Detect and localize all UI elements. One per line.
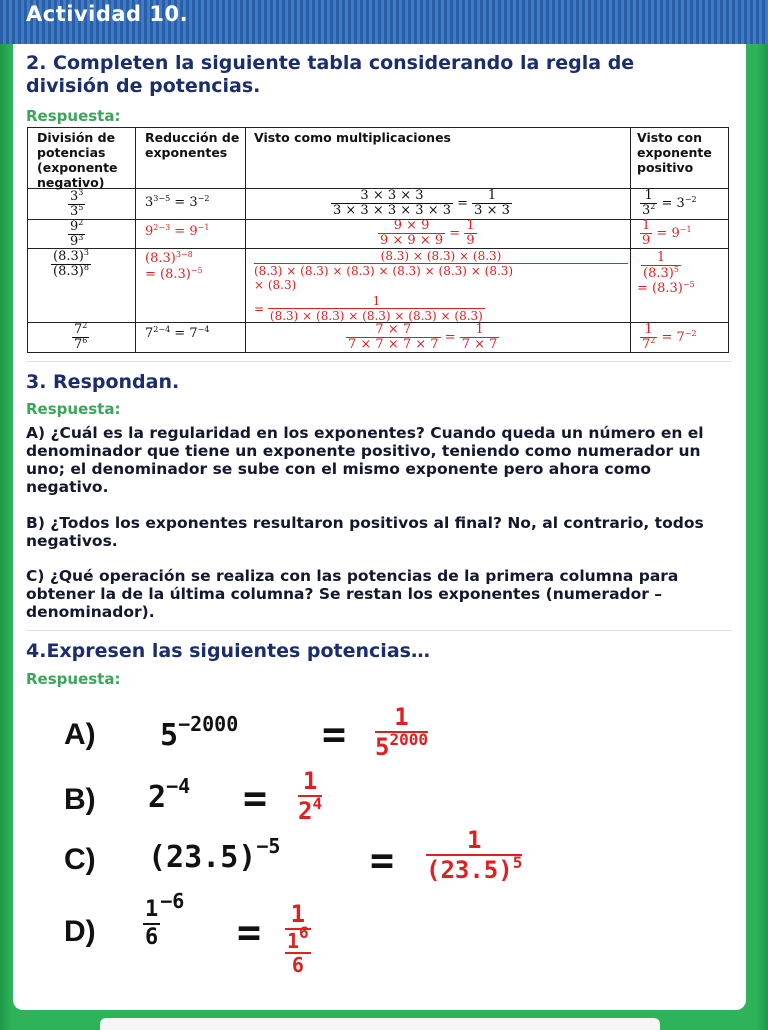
divider <box>26 630 732 631</box>
reduction-cell: $3^{3-5} = 3^{-2}$ <box>145 194 210 210</box>
exercise-d-equals: = <box>237 910 262 956</box>
answer-c: C) ¿Qué operación se realiza con las potencias de la primera columna para obtener la de la última columna? Se restan los exponentes (numerador – denominador). <box>26 567 679 621</box>
exercise-a-expression: $5^{-2000}$ <box>160 712 239 753</box>
table-col-divider <box>245 128 246 352</box>
reduction-cell: $7^{2-4} = 7^{-4}$ <box>145 325 210 341</box>
positive-cell: $\frac{1}{(8.3)^5}$ = $(8.3)^{-5}$ <box>637 250 695 296</box>
reduction-cell: $(8.3)^{3-8}$ = $(8.3)^{-5}$ <box>145 250 203 282</box>
exercise-a-label: A) <box>64 718 96 751</box>
table-col-divider <box>630 128 631 352</box>
exercise-c-label: C) <box>64 843 96 876</box>
exercise-b-label: B) <box>64 783 96 816</box>
multiplication-cell: $\frac{3 \times 3 \times 3}{3 \times 3 \times 3 \times 3 \times 3}$ = $\frac{1}{3 \times 3}$ <box>333 188 510 218</box>
bottom-tab <box>100 1018 660 1030</box>
exercise-b-result: 1 $2^4$ <box>298 767 323 825</box>
answer-a: A) ¿Cuál es la regularidad en los exponentes? Cuando queda un número en el denominador que tiene un exponente positivo, teniendo como numerador un uno; el denominador se sube con el mismo exponente pero ahora como negativo. <box>26 424 704 496</box>
section3-title: 3. Respondan. <box>26 371 180 393</box>
divider <box>26 361 732 362</box>
multiplication-cell: $\frac{7 \times 7}{7 \times 7 \times 7 \times 7}$ = $\frac{1}{7 \times 7}$ <box>348 322 498 352</box>
exercise-c-equals: = <box>370 838 395 884</box>
division-cell: $\frac{3^3}{3^5}$ <box>70 188 84 219</box>
section2-title: 2. Completen la siguiente tabla considerando la regla de división de potencias. <box>26 52 635 97</box>
exercise-d-result: 1 $1^6$ 6 <box>287 900 309 977</box>
table-header: Visto como multiplicaciones <box>254 130 451 145</box>
table-col-divider <box>135 128 136 352</box>
positive-cell: $\frac{1}{3^2}$ = $3^{-2}$ <box>642 188 697 218</box>
division-cell: $\frac{9^2}{9^3}$ <box>70 218 84 249</box>
positive-cell: $\frac{1}{7^2}$ = $7^{-2}$ <box>642 322 697 352</box>
powers-table <box>27 127 729 353</box>
exercise-b-expression: $2^{-4}$ <box>148 774 191 815</box>
section2-response-label: Respuesta: <box>26 107 121 125</box>
section3-response-label: Respuesta: <box>26 400 121 418</box>
exercise-d-label: D) <box>64 915 96 948</box>
exercise-c-expression: $(23.5)^{-5}$ <box>148 834 281 875</box>
table-header: División de potencias (exponente negativo) <box>37 130 118 190</box>
exercise-c-result: 1 $(23.5)^5$ <box>426 826 523 884</box>
division-cell: $\frac{(8.3)^3}{(8.3)^8}$ <box>53 248 89 279</box>
table-header: Visto con exponente positivo <box>637 130 712 175</box>
answer-b: B) ¿Todos los exponentes resultaron positivos al final? No, al contrario, todos negativos. <box>26 514 704 550</box>
section4-response-label: Respuesta: <box>26 670 121 688</box>
positive-cell: $\frac{1}{9}$ = $9^{-1}$ <box>642 218 692 248</box>
table-header: Reducción de exponentes <box>145 130 240 160</box>
exercise-a-equals: = <box>322 712 347 758</box>
exercise-a-result: 1 $5^{2000}$ <box>375 703 428 761</box>
multiplication-cell: $\frac{9 \times 9}{9 \times 9 \times 9}$ = $\frac{1}{9}$ <box>380 218 475 248</box>
reduction-cell: $9^{2-3} = 9^{-1}$ <box>145 223 210 239</box>
multiplication-cell: (8.3) × (8.3) × (8.3) (8.3) × (8.3) × (8.3) × (8.3) × (8.3) × (8.3) × (8.3) = $\frac{1}{(8.3) \times (8.3) \times (8.3) \times (8.3) \times (8.3)}$ <box>254 249 628 323</box>
section4-title: 4.Expresen las siguientes potencias… <box>26 640 430 662</box>
page-title: Actividad 10. <box>26 2 189 26</box>
division-cell: $\frac{7^2}{7^6}$ <box>74 321 88 352</box>
exercise-d-expression: $\frac{1}{6}$ $^{-6}$ <box>145 889 185 950</box>
exercise-b-equals: = <box>243 776 268 822</box>
